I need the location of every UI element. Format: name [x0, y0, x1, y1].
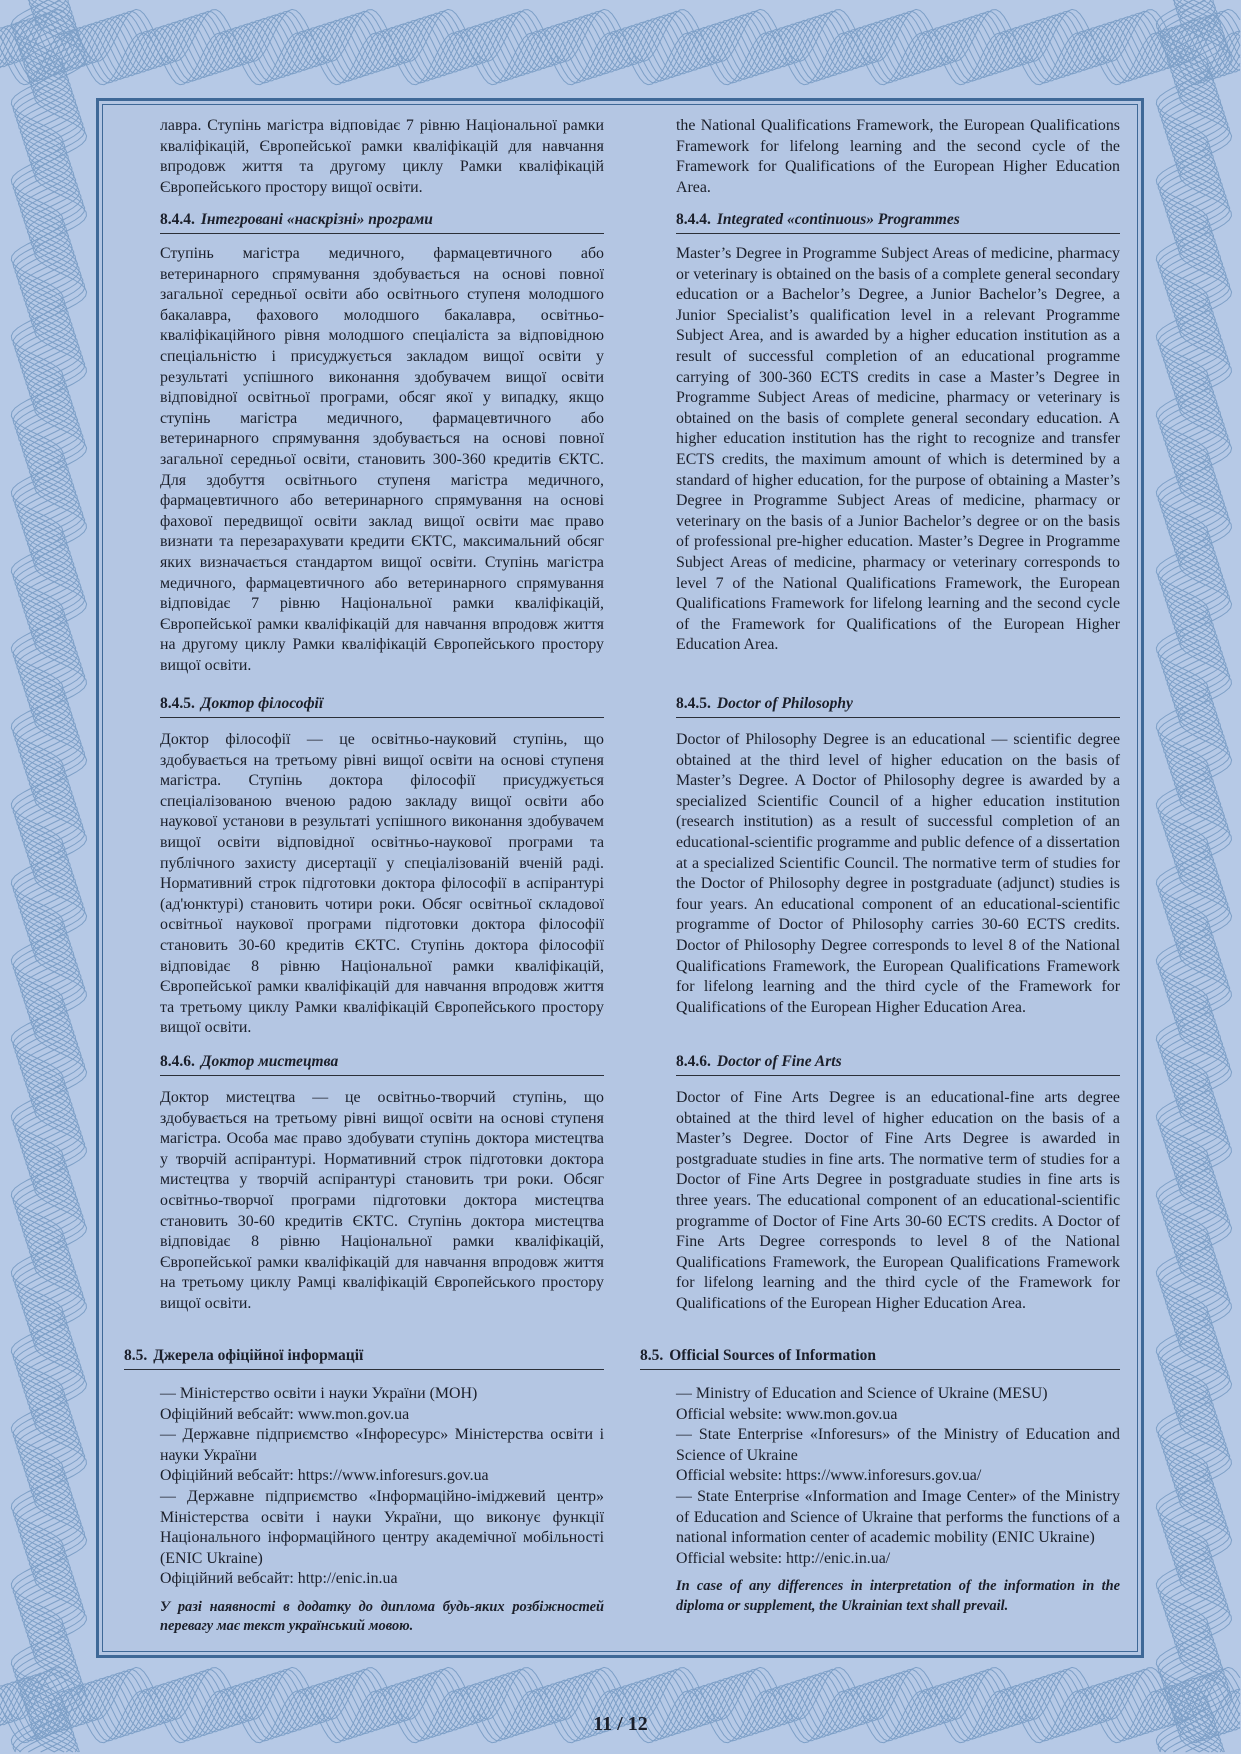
source-website: Official website: http://enic.in.ua/	[676, 1549, 891, 1567]
section-title: Doctor of Fine Arts	[716, 1053, 842, 1070]
left-continuation	[160, 116, 604, 198]
right-continuation	[676, 116, 1120, 198]
source-website: Official website: www.mon.gov.ua	[676, 1405, 898, 1423]
right-section-8-5	[676, 1384, 1120, 1616]
left-text-8-4-5: Доктор філософії — це освітньо-науковий ступінь, що здобувається на третьому рівні вищої освіти на основі ступеня магістра. Ступінь доктора філософії присуджується спеціалізованою вченою радою закладу вищої освіти або наукової установи в результаті успішного виконання здобувачем вищої освіти відповідної освітньо-наукової програми та публічного захисту дисертації у спеціалізованій вченій раді. Нормативний строк підготовки доктора філософії в аспірантурі (ад'юнктурі) становить чотири роки. Обсяг освітньої складової освітньої наукової програми підготовки доктора філософії становить 30-60 кредитів ЄКТС. Ступінь доктора філософії відповідає 8 рівню Національної рамки кваліфікацій, Європейської рамки кваліфікацій для навчання впродовж життя та третьому циклу Рамки кваліфікацій Європейського простору вищої освіти.	[160, 731, 604, 1037]
source-item: — Міністерство освіти і науки України (МОН)	[160, 1385, 478, 1402]
source-item: — State Enterprise «Inforesurs» of the Ministry of Education and Science of Ukraine	[676, 1426, 1120, 1464]
section-number: 8.4.6.	[160, 1053, 195, 1070]
section-number: 8.4.4.	[160, 211, 195, 228]
section-title: Doctor of Philosophy	[716, 695, 853, 712]
right-section-8-4-5	[676, 730, 1120, 1018]
right-section-8-4-6	[676, 1088, 1120, 1315]
source-website: Офіційний вебсайт: www.mon.gov.ua	[160, 1405, 410, 1423]
right-heading-8-4-5	[676, 694, 1120, 718]
source-item: — State Enterprise «Information and Image Center» of the Ministry of Education and Science of Ukraine that performs the functions of a national information center of academic mobility (ENIC Ukraine)	[676, 1487, 1120, 1547]
left-continuation-text: лавра. Ступінь магістра відповідає 7 рівню Національної рамки кваліфікацій, Європейської рамки кваліфікацій для навчання впродовж життя та другому циклу Рамки кваліфікацій Європейського простору вищої освіти.	[160, 117, 604, 196]
source-item: — Державне підприємство «Інформаційно-іміджевий центр» Міністерства освіти і науки України, що виконує функції Національного інформаційного центру академічної мобільності (ENIC Ukraine)	[160, 1487, 604, 1567]
right-continuation-text: the National Qualifications Framework, the European Qualifications Framework for lifelong learning and the second cycle of the Framework for Qualifications of the European Higher Education Area.	[676, 117, 1120, 196]
section-number: 8.4.5.	[160, 695, 195, 712]
right-heading-8-5	[640, 1346, 1120, 1370]
source-website: Офіційний вебсайт: https://www.inforesurs.gov.ua	[160, 1467, 489, 1485]
disclaimer-note: У разі наявності в додатку до диплома будь-яких розбіжностей перевагу має текст український мовою.	[160, 1598, 604, 1635]
left-text-8-4-6: Доктор мистецтва — це освітньо-творчий ступінь, що здобувається на третьому рівні вищої освіти на основі ступеня магістра. Особа має право здобувати ступінь доктора мистецтва у творчій аспірантурі. Нормативний строк підготовки доктора мистецтва у творчій аспірантурі становить три роки. Обсяг освітньо-творчої програми підготовки доктора мистецтва становить 30-60 кредитів ЄКТС. Ступінь доктора мистецтва відповідає 8 рівню Національної рамки кваліфікацій, Європейської рамки кваліфікацій для навчання впродовж життя на третьому циклу Рамці кваліфікацій Європейського простору вищої освіти.	[160, 1089, 604, 1312]
guilloche-line	[0, 33, 1240, 85]
right-section-8-4-4	[676, 244, 1120, 656]
left-section-8-4-5	[160, 730, 604, 1039]
source-website: Офіційний вебсайт: http://enic.in.ua	[160, 1570, 398, 1588]
left-section-8-4-4	[160, 244, 604, 676]
section-title: Доктор філософії	[200, 695, 324, 712]
section-number: 8.4.5.	[676, 695, 711, 712]
section-title: Official Sources of Information	[669, 1347, 877, 1364]
section-title: Джерела офіційної інформації	[153, 1347, 364, 1364]
page-number: 11 / 12	[593, 1713, 648, 1735]
section-number: 8.5.	[124, 1347, 148, 1364]
section-title: Доктор мистецтва	[200, 1053, 339, 1070]
section-number: 8.4.4.	[676, 211, 711, 228]
right-text-8-4-4: Master’s Degree in Programme Subject Areas of medicine, pharmacy or veterinary is obtained on the basis of a complete general secondary education or a Bachelor’s Degree, a Junior Bachelor’s Degree, a Junior Specialist’s qualification level in a relevant Programme Subject Area, and is awarded by a higher education institution as a result of successful completion of an educational programme carrying of 300-360 ECTS credits in case a Master’s Degree in Programme Subject Areas of medicine, pharmacy or veterinary is obtained on the basis of complete general secondary education. A higher education institution has the right to recognize and transfer ECTS credits, the maximum amount of which is determined by a standard of higher education, for the purpose of obtaining a Master’s Degree in Programme Subject Areas of medicine, pharmacy or veterinary on the basis of a Junior Bachelor’s degree or on the basis of professional pre-higher education. Master’s Degree in Programme Subject Areas of medicine, pharmacy or veterinary corresponds to level 7 of the National Qualifications Framework, the European Qualifications Framework for lifelong learning and the second cycle of the Framework for Qualifications of the European Higher Education Area.	[676, 245, 1120, 654]
right-text-8-4-6: Doctor of Fine Arts Degree is an educational-fine arts degree obtained at the third level of higher education on the basis of a Master’s Degree. Doctor of Fine Arts Degree is awarded in postgraduate studies in fine arts. The normative term of studies for a Doctor of Fine Arts Degree in postgraduate studies in fine arts is three years. The educational component of an educational-scientific programme of Doctor of Fine Arts 30-60 ECTS credits. A Doctor of Fine Arts Degree corresponds to level 8 of the National Qualifications Framework, the European Qualifications Framework for lifelong learning and the third cycle of the Framework for Qualifications of the European Higher Education Area.	[676, 1089, 1120, 1312]
left-section-8-5	[160, 1384, 604, 1637]
section-title: Integrated «continuous» Programmes	[716, 211, 960, 228]
left-heading-8-4-5	[160, 694, 604, 718]
section-number: 8.5.	[640, 1347, 664, 1364]
source-item: — Державне підприємство «Інфоресурс» Міністерства освіти і науки України	[160, 1426, 604, 1464]
source-item: — Ministry of Education and Science of Ukraine (MESU)	[676, 1385, 1048, 1402]
source-website: Official website: https://www.inforesurs.gov.ua/	[676, 1467, 982, 1485]
left-heading-8-4-6	[160, 1052, 604, 1076]
left-text-8-4-4: Ступінь магістра медичного, фармацевтичного або ветеринарного спрямування здобувається на основі повної загальної середньої освіти або освітнього ступеня молодшого бакалавра, фахового молодшого бакалавра, освітньо-кваліфікаційного рівня молодшого спеціаліста за відповідною спеціальністю і присуджується закладом вищої освіти у результаті успішного виконання здобувачем вищої освіти відповідної освітньої програми, обсяг якої у випадку, якщо ступінь магістра медичного, фармацевтичного або ветеринарного спрямування здобувається на основі повної загальної середньої освіти, становить 300-360 кредитів ЄКТС. Для здобуття освітнього ступеня магістра медичного, фармацевтичного або ветеринарного спрямування на основі фахової передвищої освіти заклад вищої освіти має право визнати та перезарахувати кредити ЄКТС, максимальний обсяг яких визначається стандартом вищої освіти. Ступінь магістра медичного, фармацевтичного або ветеринарного спрямування відповідає 7 рівню Національної рамки кваліфікацій, Європейської рамки кваліфікацій для навчання впродовж життя на другому циклу Рамки кваліфікацій Європейського простору вищої освіти.	[160, 245, 604, 674]
disclaimer-note: In case of any differences in interpretation of the information in the diploma or supplement, the Ukrainian text shall prevail.	[676, 1578, 1120, 1614]
right-heading-8-4-4	[676, 210, 1120, 234]
section-number: 8.4.6.	[676, 1053, 711, 1070]
right-heading-8-4-6	[676, 1052, 1120, 1076]
left-section-8-4-6	[160, 1088, 604, 1315]
right-text-8-4-5: Doctor of Philosophy Degree is an educational — scientific degree obtained at the third level of higher education on the basis of Master’s Degree. A Doctor of Philosophy degree is awarded by a specialized Scientific Council of a higher education institution (research institution) as a result of successful completion of an educational-scientific programme and public defence of a dissertation at a specialized Scientific Council. The normative term of studies for the Doctor of Philosophy degree in postgraduate (adjunct) studies is four years. An educational component of an educational-scientific programme of Doctor of Philosophy carries 30-60 ECTS credits. Doctor of Philosophy Degree corresponds to level 8 of the National Qualifications Framework, the European Qualifications Framework for lifelong learning and the third cycle of the Framework for Qualifications of the European Higher Education Area.	[676, 731, 1120, 1016]
left-heading-8-5	[124, 1346, 604, 1370]
section-title: Інтегровані «наскрізні» програми	[200, 211, 433, 228]
left-heading-8-4-4	[160, 210, 604, 234]
